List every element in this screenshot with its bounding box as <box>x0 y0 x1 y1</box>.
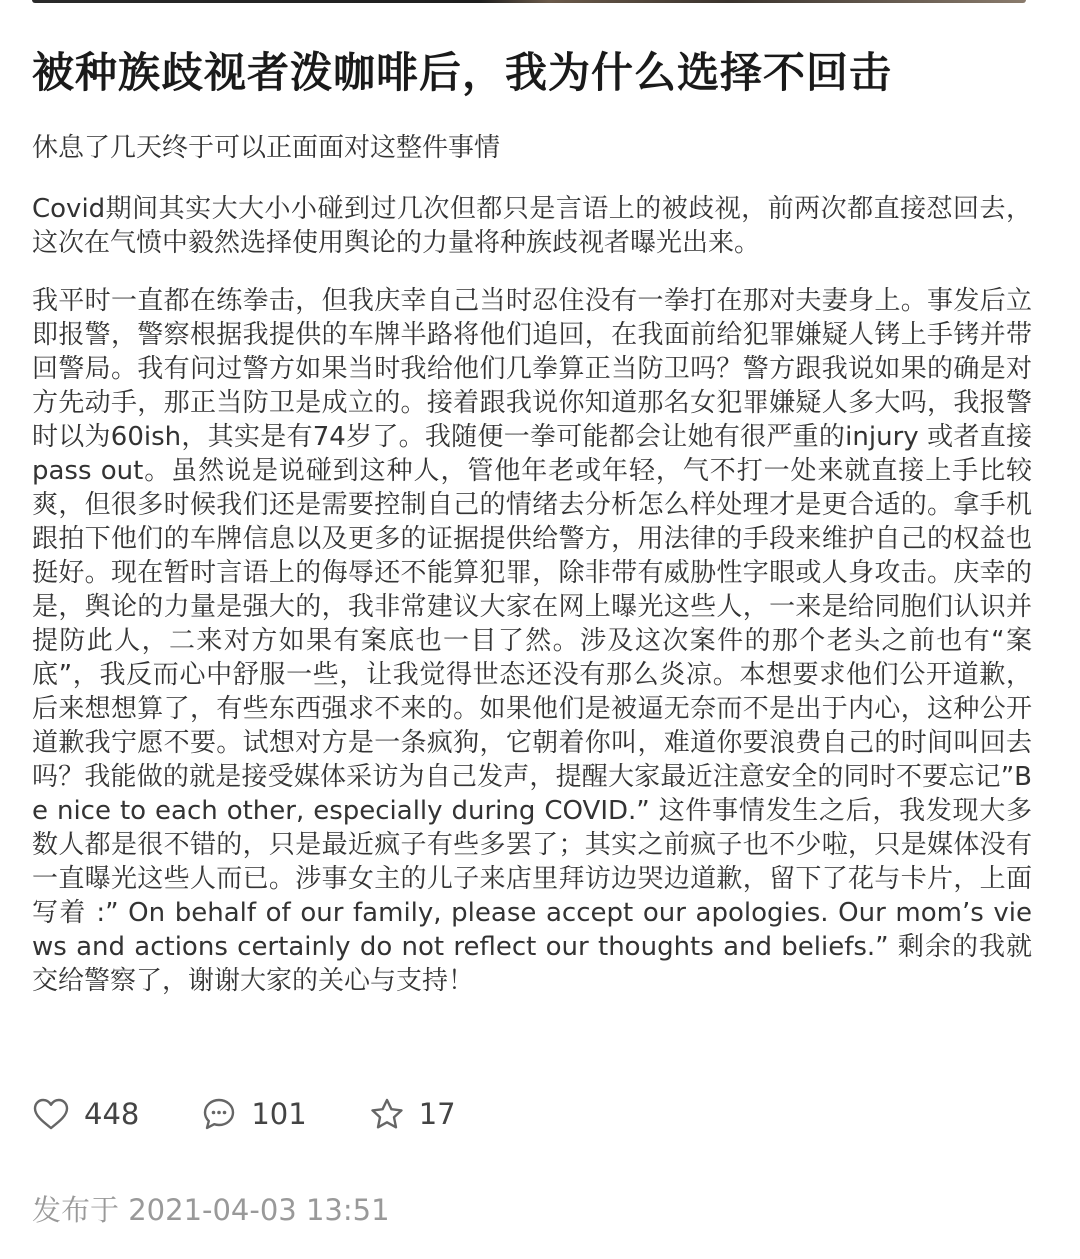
publish-timestamp: 发布于 2021-04-03 13:51 <box>32 1193 390 1227</box>
chat-bubble-icon <box>201 1096 237 1132</box>
comment-button[interactable] <box>201 1096 306 1132</box>
like-button[interactable] <box>32 1097 139 1131</box>
cover-image-edge <box>32 0 1026 3</box>
star-outline-icon <box>369 1097 405 1131</box>
favorite-count: 17 <box>418 1097 456 1131</box>
comment-count: 101 <box>251 1097 307 1131</box>
post-title: 被种族歧视者泼咖啡后，我为什么选择不回击 <box>32 48 893 97</box>
post-body <box>32 192 1032 1022</box>
favorite-button[interactable] <box>369 1097 456 1131</box>
heart-outline-icon <box>32 1097 70 1131</box>
post-paragraph: 我平时一直都在练拳击，但我庆幸自己当时忍住没有一拳打在那对夫妻身上。事发后立即报警，警察根据我提供的车牌半路将他们追回，在我面前给犯罪嫌疑人铐上手铐并带回警局。我有问过警方如果当时我给他们几拳算正当防卫吗？警方跟我说如果的确是对方先动手，那正当防卫是成立的。接着跟我说你知道那名女犯罪嫌疑人多大吗，我报警时以为60ish，其实是有74岁了。我随便一拳可能都会让她有很严重的injury 或者直接pass out。虽然说是说碰到这种人，管他年老或年轻，气不打一处来就直接上手比较爽，但很多时候我们还是需要控制自己的情绪去分析怎么样处理才是更合适的。拿手机跟拍下他们的车牌信息以及更多的证据提供给警方，用法律的手段来维护自己的权益也挺好。现在暂时言语上的侮辱还不能算犯罪，除非带有威胁性字眼或人身攻击。庆幸的是，舆论的力量是强大的，我非常建议大家在网上曝光这些人，一来是给同胞们认识并提防此人，二来对方如果有案底也一目了然。涉及这次案件的那个老头之前也有“案底”，我反而心中舒服一些，让我觉得世态还没有那么炎凉。本想要求他们公开道歉，后来想想算了，有些东西强求不来的。如果他们是被逼无奈而不是出于内心，这种公开道歉我宁愿不要。试想对方是一条疯狗，它朝着你叫，难道你要浪费自己的时间叫回去吗？我能做的就是接受媒体采访为自己发声，提醒大家最近注意安全的同时不要忘记”Be nice to each other, especially during COVID.” 这件事情发生之后，我发现大多数人都是很不错的，只是最近疯子有些多罢了；其实之前疯子也不少啦，只是媒体没有一直曝光这些人而已。涉事女主的儿子来店里拜访边哭边道歉，留下了花与卡片，上面写着 :” On behalf of our family, please accept our apologies. Our mom’s views and actions certainly do not reflect our thoughts and beliefs.” 剩余的我就交给警察了，谢谢大家的关心与支持！ <box>32 286 1032 996</box>
engagement-bar <box>32 1092 456 1136</box>
post-paragraph: Covid期间其实大大小小碰到过几次但都只是言语上的被歧视，前两次都直接怼回去，这次在气愤中毅然选择使用舆论的力量将种族歧视者曝光出来。 <box>32 194 1032 258</box>
post-subtitle: 休息了几天终于可以正面面对这整件事情 <box>32 133 501 163</box>
like-count: 448 <box>84 1097 140 1131</box>
